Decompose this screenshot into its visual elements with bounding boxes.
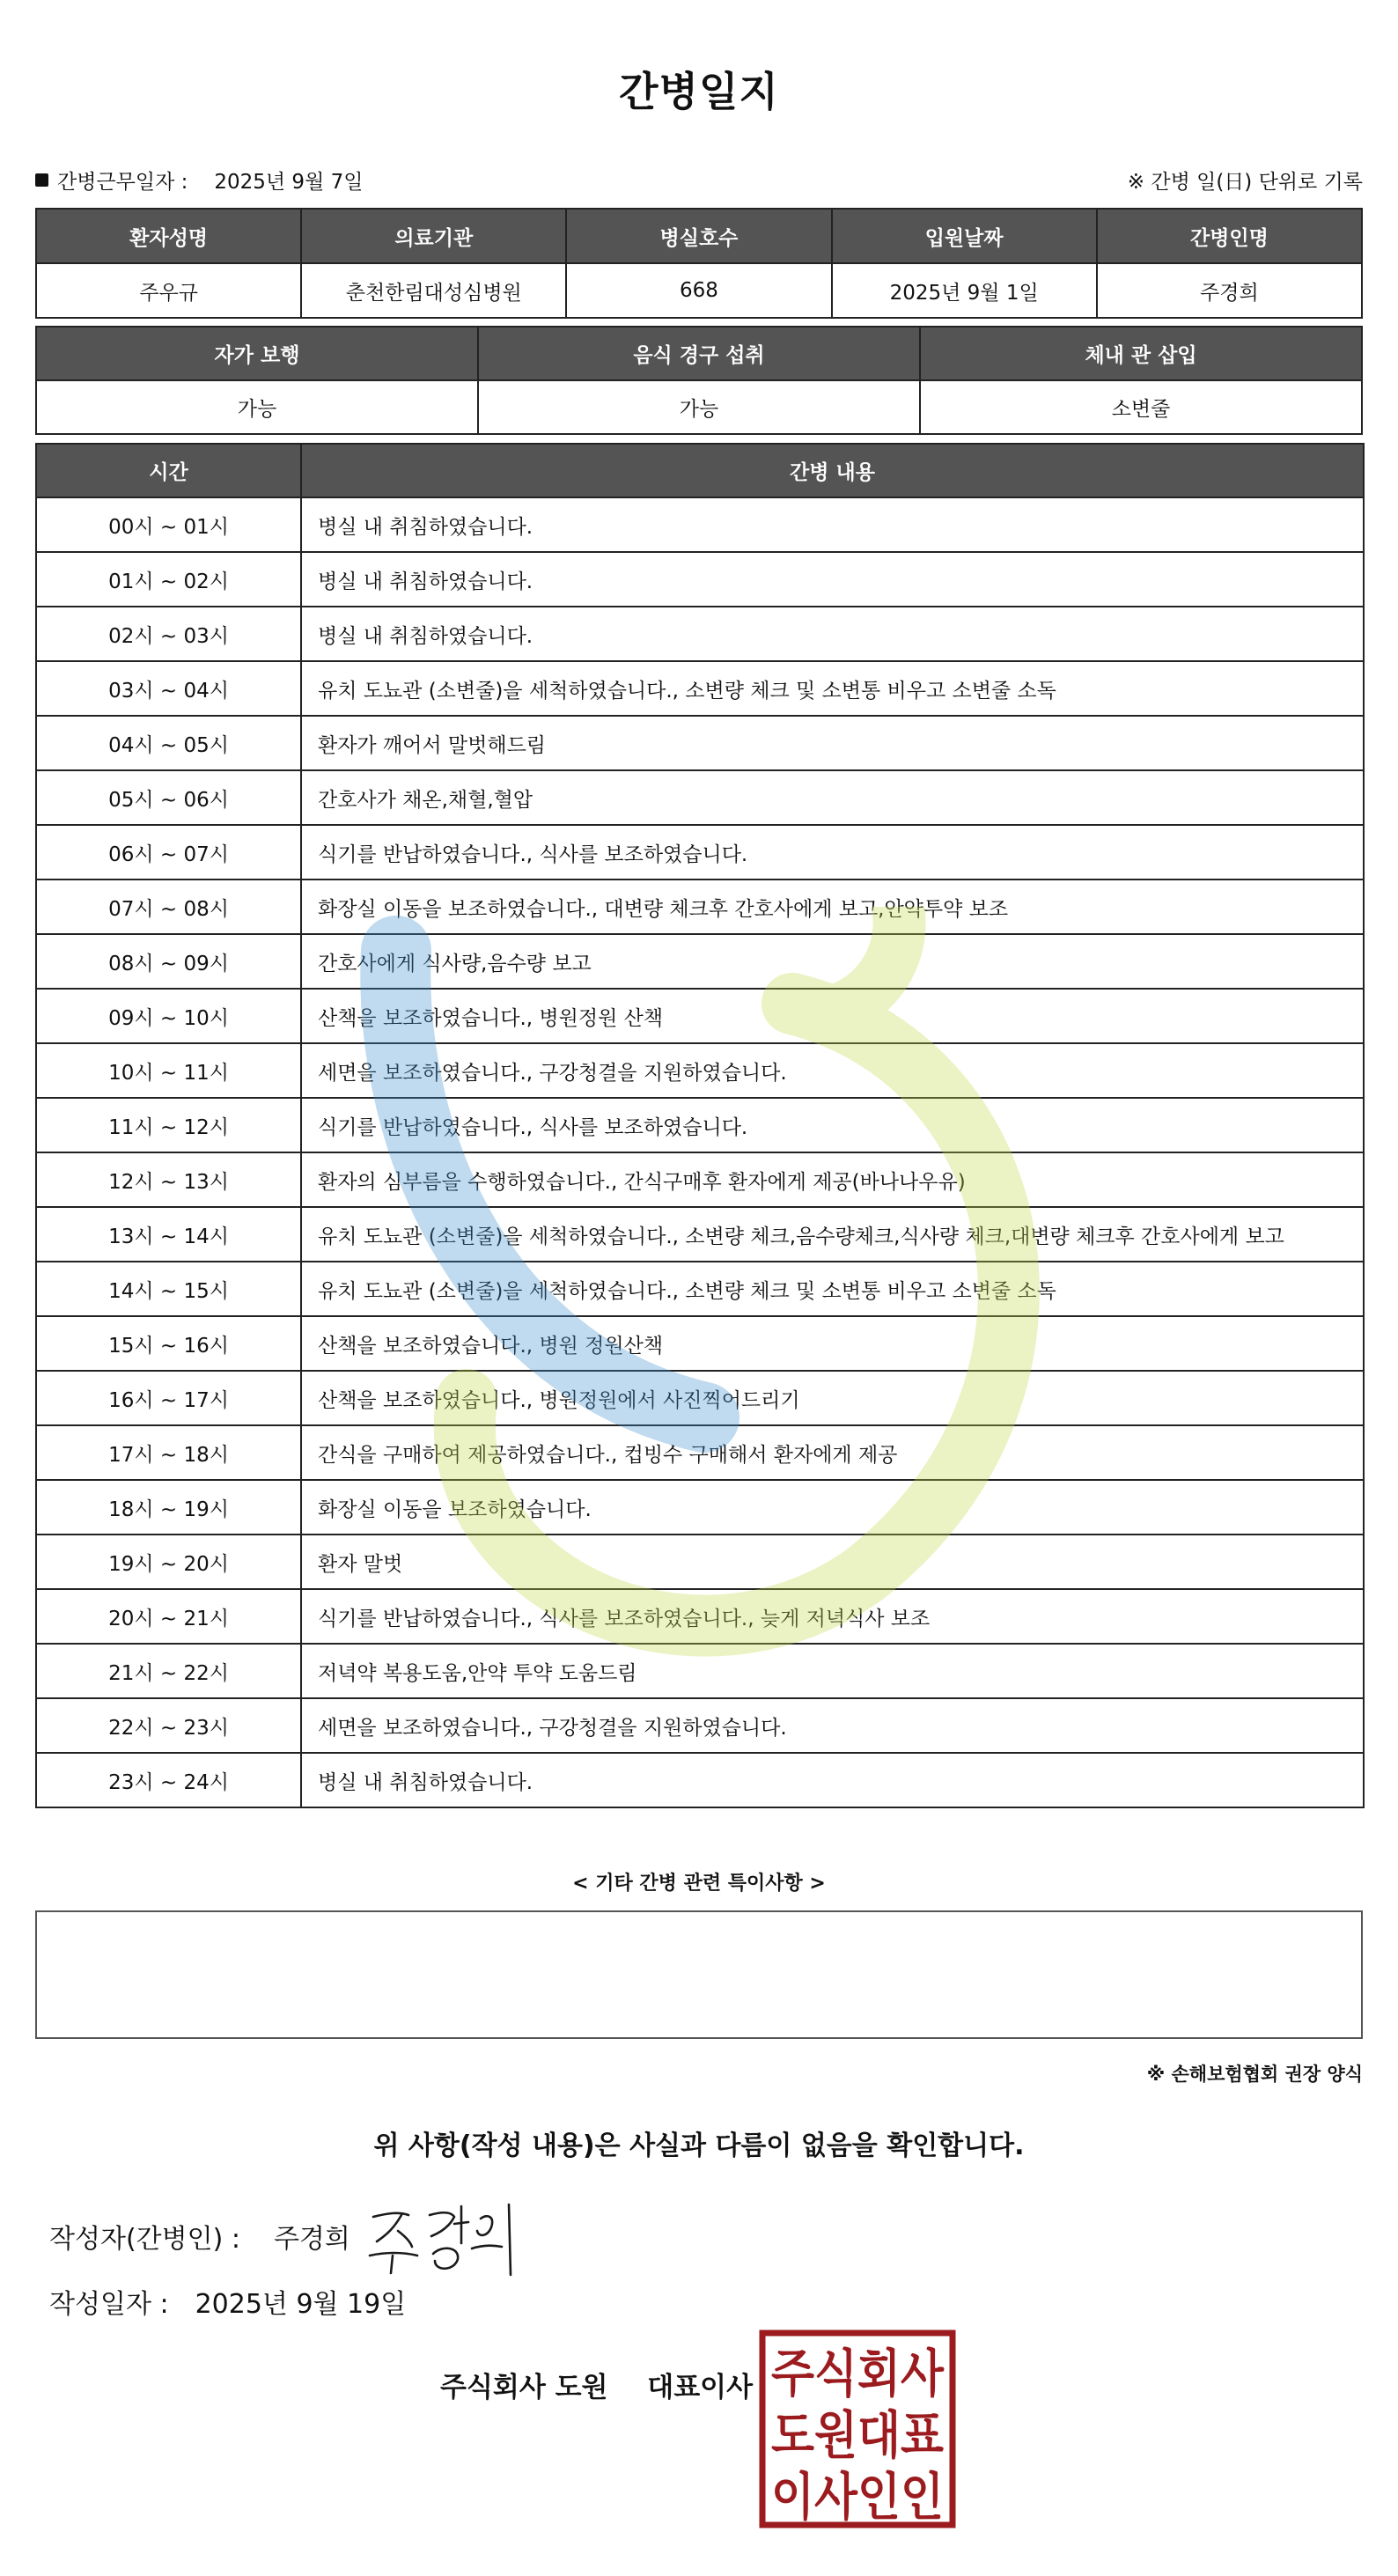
time-slot: 06시 ~ 07시 — [36, 825, 301, 880]
care-content: 식기를 반납하였습니다., 식사를 보조하였습니다. — [301, 825, 1364, 880]
care-content: 산책을 보조하였습니다., 병원 정원산책 — [301, 1316, 1364, 1371]
patient-status-table — [35, 326, 1363, 435]
time-slot: 10시 ~ 11시 — [36, 1043, 301, 1098]
care-content: 식기를 반납하였습니다., 식사를 보조하였습니다., 늦게 저녁식사 보조 — [301, 1589, 1364, 1644]
work-date-group — [35, 166, 363, 195]
header-caregiver-name: 간병인명 — [1097, 209, 1362, 263]
header-room-number: 병실호수 — [566, 209, 831, 263]
svg-text:주식회사: 주식회사 — [771, 2344, 945, 2403]
patient-status-header-row — [36, 327, 1362, 380]
table-row — [36, 934, 1364, 989]
table-row — [36, 1425, 1364, 1480]
time-slot: 21시 ~ 22시 — [36, 1644, 301, 1698]
header-care-content: 간병 내용 — [301, 444, 1364, 497]
patient-info-table — [35, 208, 1363, 319]
special-notes-box — [35, 1910, 1363, 2039]
oral-intake-value: 가능 — [478, 380, 920, 434]
time-slot: 09시 ~ 10시 — [36, 989, 301, 1043]
care-content: 환자의 심부름을 수행하였습니다., 간식구매후 환자에게 제공(바나나우유) — [301, 1152, 1364, 1207]
table-row — [36, 1644, 1364, 1698]
header-hospital: 의료기관 — [301, 209, 566, 263]
work-date-label: 간병근무일자 : — [57, 170, 188, 194]
header-tube-insertion: 체내 관 삽입 — [920, 327, 1362, 380]
time-slot: 17시 ~ 18시 — [36, 1425, 301, 1480]
table-row — [36, 989, 1364, 1043]
time-slot: 01시 ~ 02시 — [36, 552, 301, 607]
table-row — [36, 770, 1364, 825]
table-row — [36, 661, 1364, 716]
time-slot: 16시 ~ 17시 — [36, 1371, 301, 1425]
time-slot: 12시 ~ 13시 — [36, 1152, 301, 1207]
table-row — [36, 1262, 1364, 1316]
patient-info-value-row — [36, 263, 1362, 318]
square-bullet-icon — [35, 173, 48, 187]
table-row — [36, 1371, 1364, 1425]
time-slot: 00시 ~ 01시 — [36, 497, 301, 552]
table-row — [36, 1316, 1364, 1371]
time-slot: 23시 ~ 24시 — [36, 1753, 301, 1807]
table-row — [36, 1207, 1364, 1262]
care-content: 화장실 이동을 보조하였습니다. — [301, 1480, 1364, 1535]
time-slot: 07시 ~ 08시 — [36, 880, 301, 934]
work-date-value: 2025년 9월 7일 — [214, 170, 364, 194]
table-row — [36, 1480, 1364, 1535]
table-row — [36, 880, 1364, 934]
table-row — [36, 552, 1364, 607]
svg-text:이사인인: 이사인인 — [771, 2467, 944, 2527]
time-slot: 13시 ~ 14시 — [36, 1207, 301, 1262]
header-oral-intake: 음식 경구 섭취 — [478, 327, 920, 380]
time-slot: 02시 ~ 03시 — [36, 607, 301, 661]
caregiver-name: 주경희 — [1097, 263, 1362, 318]
time-slot: 14시 ~ 15시 — [36, 1262, 301, 1316]
time-slot: 20시 ~ 21시 — [36, 1589, 301, 1644]
document-title: 간병일지 — [619, 68, 779, 115]
time-slot: 03시 ~ 04시 — [36, 661, 301, 716]
care-log-table — [35, 443, 1365, 1808]
company-seal-stamp — [759, 2329, 956, 2528]
written-date-value: 2025년 9월 19일 — [195, 2289, 407, 2320]
care-content: 간호사에게 식사량,음수량 보고 — [301, 934, 1364, 989]
care-content: 저녁약 복용도움,안약 투약 도움드림 — [301, 1644, 1364, 1698]
care-content: 병실 내 취침하였습니다. — [301, 552, 1364, 607]
confirmation-statement: 위 사항(작성 내용)은 사실과 다름이 없음을 확인합니다. — [373, 2131, 1025, 2161]
care-content: 유치 도뇨관 (소변줄)을 세척하였습니다., 소변량 체크,음수량체크,식사량 체크,대변량 체크후 간호사에게 보고 — [301, 1207, 1364, 1262]
handwritten-signature — [363, 2192, 530, 2280]
care-content: 간식을 구매하여 제공하였습니다., 컵빙수 구매해서 환자에게 제공 — [301, 1425, 1364, 1480]
writer-row — [49, 2217, 350, 2256]
time-slot: 22시 ~ 23시 — [36, 1698, 301, 1753]
header-patient-name: 환자성명 — [36, 209, 301, 263]
time-slot: 05시 ~ 06시 — [36, 770, 301, 825]
patient-info-header-row — [36, 209, 1362, 263]
table-row — [36, 1698, 1364, 1753]
table-row — [36, 716, 1364, 770]
tube-insertion-value: 소변줄 — [920, 380, 1362, 434]
care-content: 세면을 보조하였습니다., 구강청결을 지원하였습니다. — [301, 1043, 1364, 1098]
time-slot: 08시 ~ 09시 — [36, 934, 301, 989]
time-slot: 04시 ~ 05시 — [36, 716, 301, 770]
daily-record-note: ※ 간병 일(日) 단위로 기록 — [1127, 170, 1363, 194]
care-content: 산책을 보조하였습니다., 병원정원 산책 — [301, 989, 1364, 1043]
special-notes-content — [37, 1912, 1361, 1933]
patient-status-value-row — [36, 380, 1362, 434]
care-content: 병실 내 취침하였습니다. — [301, 607, 1364, 661]
recommend-form-note: ※ 손해보험협회 권장 양식 — [1146, 2064, 1363, 2085]
care-content: 병실 내 취침하였습니다. — [301, 1753, 1364, 1807]
care-content: 병실 내 취침하였습니다. — [301, 497, 1364, 552]
care-log-header-row — [36, 444, 1364, 497]
table-row — [36, 1753, 1364, 1807]
table-row — [36, 1589, 1364, 1644]
care-content: 간호사가 채온,채혈,혈압 — [301, 770, 1364, 825]
table-row — [36, 497, 1364, 552]
care-content: 산책을 보조하였습니다., 병원정원에서 사진찍어드리기 — [301, 1371, 1364, 1425]
table-row — [36, 607, 1364, 661]
care-content: 세면을 보조하였습니다., 구강청결을 지원하였습니다. — [301, 1698, 1364, 1753]
table-row — [36, 1098, 1364, 1152]
header-time: 시간 — [36, 444, 301, 497]
care-content: 유치 도뇨관 (소변줄)을 세척하였습니다., 소변량 체크 및 소변통 비우고 소변줄 소독 — [301, 661, 1364, 716]
writer-name: 주경희 — [273, 2224, 350, 2255]
company-name: 주식회사 도원 — [440, 2372, 608, 2403]
header-self-walking: 자가 보행 — [36, 327, 478, 380]
table-row — [36, 825, 1364, 880]
admission-date: 2025년 9월 1일 — [832, 263, 1097, 318]
special-notes-title: < 기타 간병 관련 특이사항 > — [572, 1873, 826, 1895]
time-slot: 11시 ~ 12시 — [36, 1098, 301, 1152]
self-walking-value: 가능 — [36, 380, 478, 434]
care-content: 환자가 깨어서 말벗해드림 — [301, 716, 1364, 770]
written-date-row — [49, 2282, 406, 2321]
table-row — [36, 1043, 1364, 1098]
room-number: 668 — [566, 263, 831, 318]
ceo-label: 대표이사 — [647, 2372, 754, 2403]
writer-label: 작성자(간병인) : — [49, 2224, 240, 2255]
care-content: 유치 도뇨관 (소변줄)을 세척하였습니다., 소변량 체크 및 소변통 비우고 소변줄 소독 — [301, 1262, 1364, 1316]
svg-text:도원대표: 도원대표 — [771, 2405, 944, 2465]
hospital-name: 춘천한림대성심병원 — [301, 263, 566, 318]
care-log-body — [36, 497, 1364, 1807]
time-slot: 19시 ~ 20시 — [36, 1535, 301, 1589]
table-row — [36, 1535, 1364, 1589]
time-slot: 15시 ~ 16시 — [36, 1316, 301, 1371]
header-admission-date: 입원날짜 — [832, 209, 1097, 263]
table-row — [36, 1152, 1364, 1207]
care-content: 화장실 이동을 보조하였습니다., 대변량 체크후 간호사에게 보고,안약투약 보조 — [301, 880, 1364, 934]
care-content: 식기를 반납하였습니다., 식사를 보조하였습니다. — [301, 1098, 1364, 1152]
written-date-label: 작성일자 : — [49, 2289, 169, 2320]
patient-name: 주우규 — [36, 263, 301, 318]
care-content: 환자 말벗 — [301, 1535, 1364, 1589]
company-line — [440, 2365, 753, 2404]
time-slot: 18시 ~ 19시 — [36, 1480, 301, 1535]
work-date-row — [35, 164, 1363, 195]
